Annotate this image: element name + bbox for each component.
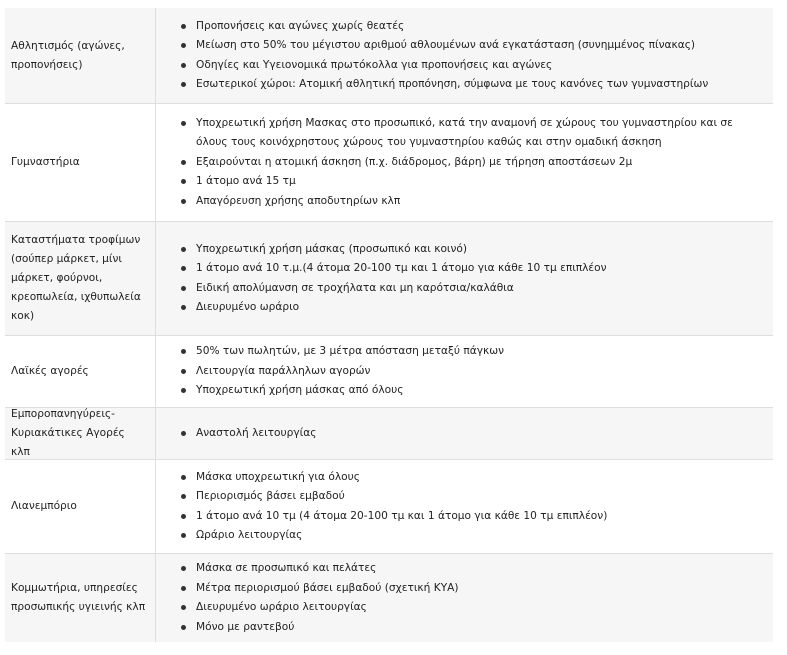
table-row [5,8,773,104]
list-item: Μείωση στο 50% του μέγιστου αριθμού αθλουμένων ανά εγκατάσταση (συνημμένος πίνακας) [156,36,773,56]
category-label: Γυμναστήρια [11,156,80,168]
list-item: Περιορισμός βάσει εμβαδού [156,487,773,507]
list-item: Υποχρεωτική χρήση μάσκας από όλους [156,381,773,401]
list-item: Προπονήσεις και αγώνες χωρίς θεατές [156,17,773,37]
category-label: Αθλητισμός (αγώνες, προπονήσεις) [11,39,125,71]
list-item: Μάσκα σε προσωπικό και πελάτες [156,559,773,579]
category-label: Κομμωτήρια, υπηρεσίες προσωπικής υγιεινής κλπ [11,582,146,613]
list-item: Απαγόρευση χρήσης αποδυτηρίων κλπ [156,192,773,212]
measures-list [156,559,773,637]
table-row [5,554,773,642]
measures-cell [156,336,773,407]
measures-cell [156,8,773,103]
list-item: Υποχρεωτική χρήση Μασκας στο προσωπικό, κατά την αναμονή σε χώρους του γυμναστηρίου και σε όλους τους κοινόχρηστους χώρους του γυμναστηρίου καθώς και στην ομαδική άσκηση [156,114,773,153]
category-cell [5,222,155,335]
list-item: Διευρυμένο ωράριο [156,298,773,318]
table-row [5,222,773,336]
list-item: Οδηγίες και Υγειονομικά πρωτόκολλα για προπονήσεις και αγώνες [156,56,773,76]
list-item: 50% των πωλητών, με 3 μέτρα απόσταση μεταξύ πάγκων [156,342,773,362]
list-item: Μέτρα περιορισμού βάσει εμβαδού (σχετική ΚΥΑ) [156,579,773,599]
category-label: Λαϊκές αγορές [11,365,89,377]
category-cell [5,554,155,642]
category-label: Λιανεμπόριο [11,500,77,512]
list-item: Ωράριο λειτουργίας [156,526,773,546]
list-item: Αναστολή λειτουργίας [156,424,773,444]
table-row [5,336,773,408]
table-row [5,460,773,554]
list-item: 1 άτομο ανά 15 τμ [156,172,773,192]
measures-cell [156,554,773,642]
list-item: Μόνο με ραντεβού [156,618,773,638]
measures-cell [156,104,773,221]
measures-list [156,240,773,318]
table-row [5,104,773,222]
measures-list [156,114,773,212]
measures-cell [156,222,773,335]
category-cell [5,8,155,103]
list-item: Εξαιρούνται η ατομική άσκηση (π.χ. διάδρομος, βάρη) με τήρηση αποστάσεων 2μ [156,153,773,173]
list-item: Εσωτερικοί χώροι: Ατομική αθλητική προπόνηση, σύμφωνα με τους κανόνες των γυμναστηρίων [156,75,773,95]
list-item: 1 άτομο ανά 10 τ.μ.(4 άτομα 20-100 τμ και 1 άτομο για κάθε 10 τμ επιπλέον [156,259,773,279]
list-item: Υποχρεωτική χρήση μάσκας (προσωπικό και κοινό) [156,240,773,260]
measures-list [156,424,773,444]
list-item: Λειτουργία παράλληλων αγορών [156,362,773,382]
measures-list [156,468,773,546]
measures-table [5,8,773,642]
category-label: Εμποροπανηγύρεις-Κυριακάτικες Αγορές κλπ [11,408,125,458]
measures-list [156,342,773,401]
measures-cell [156,460,773,553]
list-item: Ειδική απολύμανση σε τροχήλατα και μη καρότσια/καλάθια [156,279,773,299]
category-cell [5,408,155,459]
table-row [5,408,773,460]
measures-list [156,17,773,95]
list-item: Διευρυμένο ωράριο λειτουργίας [156,598,773,618]
list-item: Μάσκα υποχρεωτική για όλους [156,468,773,488]
measures-cell [156,408,773,459]
category-cell [5,460,155,553]
category-cell [5,336,155,407]
category-cell [5,104,155,221]
category-label: Καταστήματα τροφίμων (σούπερ μάρκετ, μίνι μάρκετ, φούρνοι, κρεοπωλεία, ιχθυπωλεία κοκ) [11,234,141,322]
list-item: 1 άτομο ανά 10 τμ (4 άτομα 20-100 τμ και 1 άτομο για κάθε 10 τμ επιπλέον) [156,507,773,527]
